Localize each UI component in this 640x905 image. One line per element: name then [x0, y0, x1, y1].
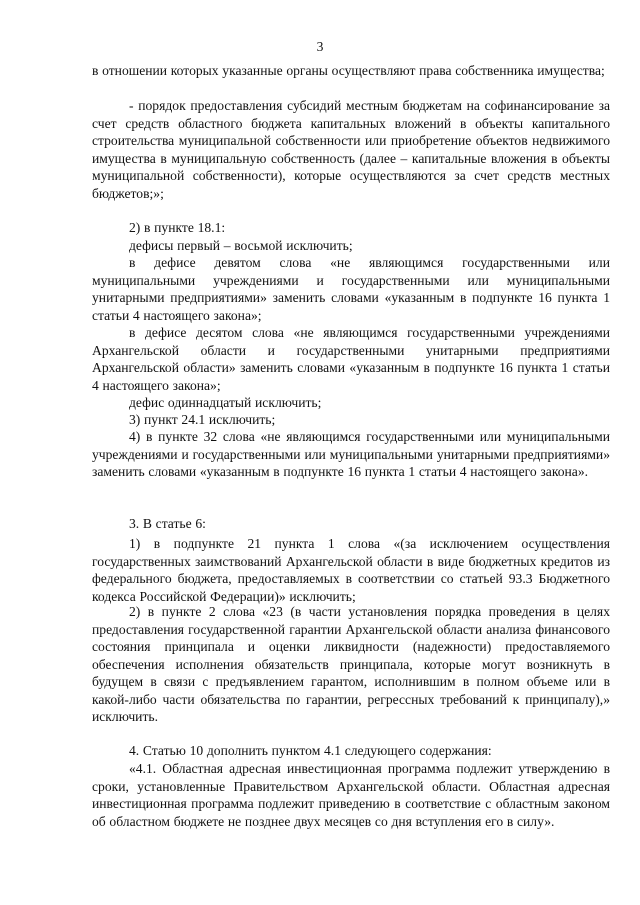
section-4-heading: 4. Статью 10 дополнить пунктом 4.1 следующего содержания:	[129, 743, 492, 758]
paragraph-dash-eleventh: дефис одиннадцатый исключить;	[129, 395, 322, 410]
paragraph-item-3-point-24-1: 3) пункт 24.1 исключить;	[129, 412, 276, 427]
paragraph-section-4-point-4-1: «4.1. Областная адресная инвестиционная программа подлежит утверждению в сроки, установленные Правительством Архангельской области. Областная адресная инвестиционная программа подлежит приведению в соответствие с областным законом об областном бюджете не позднее двух месяцев со дня вступления его в силу».	[92, 761, 610, 829]
paragraph-continuation: в отношении которых указанные органы осуществляют права собственника имущества;	[92, 63, 605, 78]
section-3-heading: 3. В статье 6:	[129, 516, 206, 531]
paragraph-section-3-item-1: 1) в подпункте 21 пункта 1 слова «(за исключением осуществления государственных заимствований Архангельской области в виде бюджетных кредитов из федерального бюджета, предоставляемых в соответствии со статьей 93.3 Бюджетного кодекса Российской Федерации)» исключить;	[92, 536, 610, 604]
paragraph-dash-tenth: в дефисе десятом слова «не являющимся государственными учреждениями Архангельской области и государственными унитарными предприятиями Архангельской области» заменить словами «указанным в подпункте 16 пункта 1 статьи 4 настоящего закона»;	[92, 325, 610, 393]
paragraph-dashes-first-eighth: дефисы первый – восьмой исключить;	[129, 238, 353, 253]
paragraph-dash-ninth: в дефисе девятом слова «не являющимся государственными или муниципальными учреждениями и государственными или муниципальными унитарными предприятиями» заменить словами «указанным в подпункте 16 пункта 1 статьи 4 настоящего закона»;	[92, 255, 610, 323]
page-number: 3	[316, 39, 324, 54]
paragraph-section-3-item-2: 2) в пункте 2 слова «23 (в части установления порядка проведения в целях предоставления государственной гарантии Архангельской области анализа финансового состояния принципала и оценки ликвидности (надежности) предоставляемого обеспечения исполнения обязательств принципала, которые могут возникнуть в будущем в связи с предъявлением гарантом, исполнившим в полном объеме или в какой-либо части обязательства по гарантии, регрессных требований к принципалу),» исключить.	[92, 604, 610, 724]
paragraph-item-2-point-18-1: 2) в пункте 18.1:	[129, 220, 226, 235]
paragraph-dash-subsidies: - порядок предоставления субсидий местным бюджетам на софинансирование за счет средств областного бюджета капитальных вложений в объекты капитального строительства муниципальной собственности или приобретение объектов недвижимого имущества в муниципальную собственность (далее – капитальные вложения в объекты муниципальной собственности), которые осуществляются за счет средств местных бюджетов;»;	[92, 98, 610, 201]
paragraph-item-4-point-32: 4) в пункте 32 слова «не являющимся государственными или муниципальными учреждениями и государственными или муниципальными унитарными предприятиями» заменить словами «указанным в подпункте 16 пункта 1 статьи 4 настоящего закона».	[92, 429, 610, 479]
